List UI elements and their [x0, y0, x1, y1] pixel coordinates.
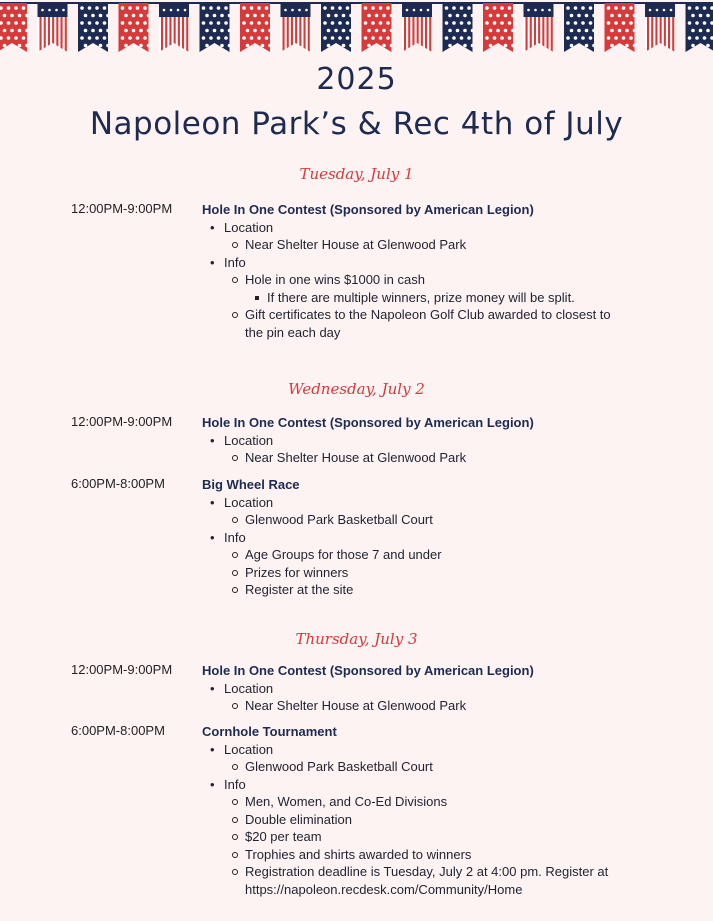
list-item: • Location — [202, 741, 662, 759]
bunting-flag — [483, 3, 515, 55]
list-item: Men, Women, and Co-Ed Divisions — [202, 793, 662, 811]
list-item — [202, 306, 662, 341]
list-item: • Location — [202, 219, 662, 237]
page-title: Napoleon Park’s & Rec 4th of July — [89, 106, 624, 142]
day-heading-wednesday: Wednesday, July 2 — [288, 380, 425, 398]
bunting-flag — [443, 3, 475, 55]
bunting-flag — [281, 3, 311, 55]
event-detail — [202, 414, 662, 467]
day-heading-tuesday: Tuesday, July 1 — [299, 165, 414, 183]
list-item: Prizes for winners — [202, 564, 662, 582]
event-time: 12:00PM-9:00PM — [71, 414, 173, 429]
event-detail — [202, 476, 662, 599]
event-time: 6:00PM-8:00PM — [71, 476, 165, 491]
list-item: • Location — [202, 494, 662, 512]
list-item: • Info — [202, 254, 662, 272]
bunting-flag — [78, 3, 110, 55]
bunting-flag — [645, 3, 675, 55]
list-item-line: Gift certificates to the Napoleon Golf Club awarded to closest to — [245, 307, 611, 322]
bunting-flag — [240, 3, 272, 55]
list-item: • Location — [202, 680, 662, 698]
bunting-flag — [402, 3, 432, 55]
event-list — [202, 219, 662, 342]
bunting-flag — [524, 3, 554, 55]
list-item: Near Shelter House at Glenwood Park — [202, 236, 662, 254]
event-detail — [202, 662, 662, 715]
list-item: • Info — [202, 776, 662, 794]
list-item: Glenwood Park Basketball Court — [202, 758, 662, 776]
list-item: Register at the site — [202, 581, 662, 599]
event-list — [202, 432, 662, 467]
bunting-flag — [38, 3, 68, 55]
bunting-flag — [321, 3, 353, 55]
list-item-line: the pin each day — [245, 324, 341, 340]
event-time: 6:00PM-8:00PM — [71, 723, 165, 738]
event-list — [202, 494, 662, 599]
event-list — [202, 680, 662, 715]
bunting-flag — [119, 3, 151, 55]
list-item: Near Shelter House at Glenwood Park — [202, 449, 662, 467]
event-time: 12:00PM-9:00PM — [71, 201, 173, 216]
bunting-flag — [564, 3, 596, 55]
list-item: Glenwood Park Basketball Court — [202, 511, 662, 529]
day-heading-thursday: Thursday, July 3 — [295, 630, 418, 648]
bunting-flag — [686, 3, 713, 55]
event-list — [202, 741, 662, 899]
list-item: If there are multiple winners, prize money will be split. — [202, 289, 662, 307]
bunting-flag — [159, 3, 189, 55]
flag-bunting-banner — [0, 0, 713, 62]
event-detail — [202, 723, 662, 898]
list-item: Near Shelter House at Glenwood Park — [202, 697, 662, 715]
event-name: Big Wheel Race — [202, 477, 300, 492]
event-name: Cornhole Tournament — [202, 724, 337, 739]
list-item-line: Registration deadline is Tuesday, July 2 at 4:00 pm. Register at — [245, 864, 609, 879]
year-heading: 2025 — [316, 62, 397, 97]
bunting-flag — [605, 3, 637, 55]
list-item: Age Groups for those 7 and under — [202, 546, 662, 564]
title-block — [0, 62, 713, 144]
event-name: Hole In One Contest (Sponsored by American Legion) — [202, 202, 534, 217]
list-item: • Location — [202, 432, 662, 450]
bunting-flag — [0, 3, 29, 55]
event-detail — [202, 201, 662, 341]
list-item: $20 per team — [202, 828, 662, 846]
event-time: 12:00PM-9:00PM — [71, 662, 173, 677]
list-item — [202, 863, 662, 898]
event-name: Hole In One Contest (Sponsored by American Legion) — [202, 415, 534, 430]
event-name: Hole In One Contest (Sponsored by American Legion) — [202, 663, 534, 678]
list-item-line: https://napoleon.recdesk.com/Community/Home — [245, 881, 523, 897]
list-item: • Info — [202, 529, 662, 547]
list-item: Hole in one wins $1000 in cash — [202, 271, 662, 289]
list-item: Trophies and shirts awarded to winners — [202, 846, 662, 864]
bunting-flag — [362, 3, 394, 55]
list-item: Double elimination — [202, 811, 662, 829]
bunting-flag — [200, 3, 232, 55]
